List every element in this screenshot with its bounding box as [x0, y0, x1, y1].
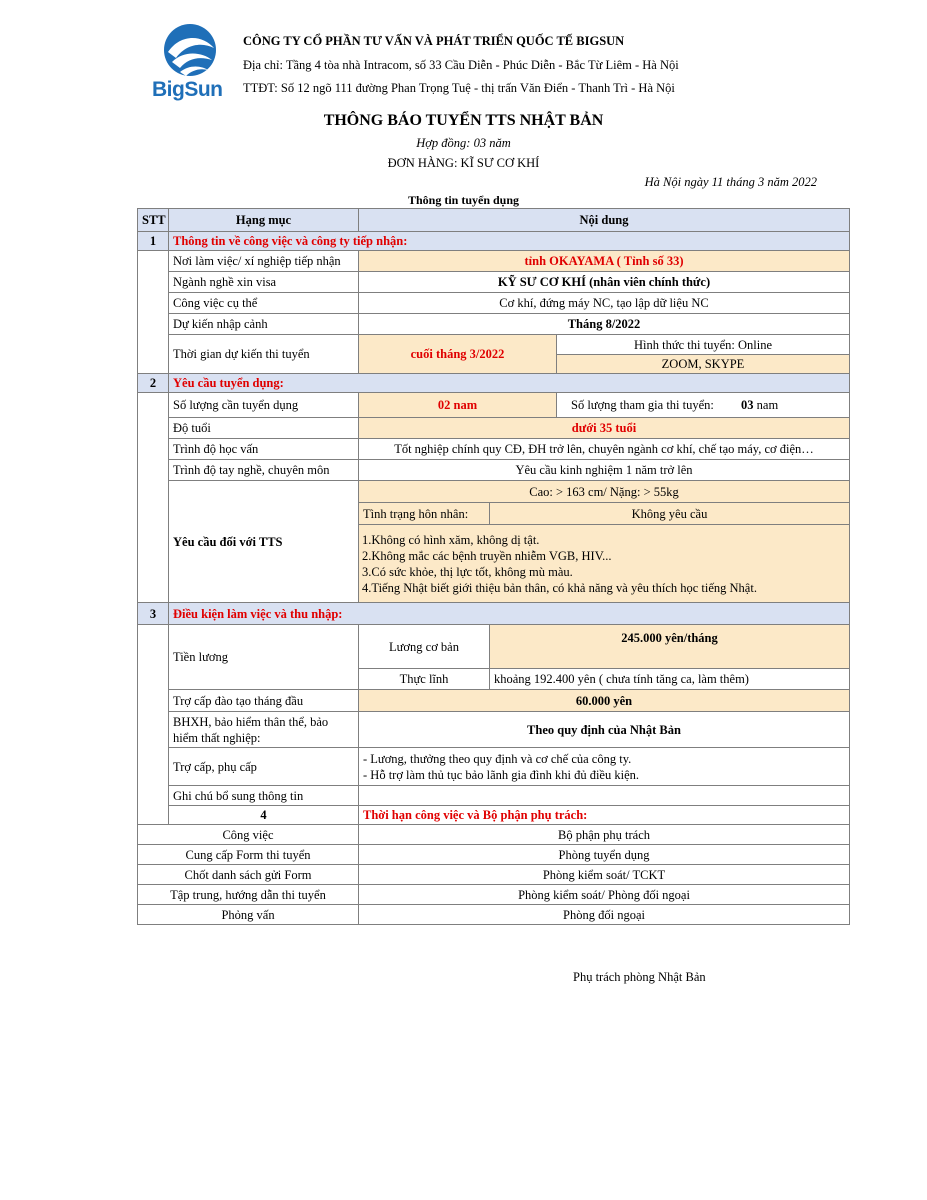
col-task: Công việc [138, 825, 359, 845]
table-row [138, 481, 850, 503]
table-row [138, 393, 850, 418]
net-salary-label: Thực lĩnh [359, 669, 490, 690]
recruitment-table [137, 208, 850, 925]
section-title: Điều kiện làm việc và thu nhập: [169, 603, 850, 625]
table-row [138, 905, 850, 925]
salary-label: Tiền lương [169, 625, 359, 690]
table-row [138, 418, 850, 439]
skill-label: Trình độ tay nghề, chuyên môn [169, 460, 359, 481]
contract-term: Hợp đồng: 03 năm [416, 136, 511, 150]
support-item: - Lương, thưởng theo quy định và cơ chế của công ty. [363, 751, 632, 766]
table-row [138, 690, 850, 712]
training-center-address: TTĐT: Số 12 ngõ 111 đường Phan Trọng Tuệ - thị trấn Văn Điển - Thanh Trì - Hà Nội [243, 81, 675, 95]
exam-qty-cell [557, 393, 850, 418]
section-title: Thông tin về công việc và công ty tiếp nhận: [169, 232, 850, 251]
insurance-value: Theo quy định của Nhật Bản [359, 712, 850, 748]
first-month-allowance-value: 60.000 yên [359, 690, 850, 712]
req-item: 2.Không mắc các bệnh truyền nhiễm VGB, HIV... [362, 548, 612, 563]
table-row [138, 460, 850, 481]
section-number: 4 [169, 806, 359, 825]
exam-time-label: Thời gian dự kiến thi tuyển [169, 335, 359, 374]
base-salary-value: 245.000 yên/tháng [490, 625, 850, 669]
exam-form: Hình thức thi tuyển: Online [557, 335, 850, 355]
logo-text: BigSun [152, 78, 223, 101]
exam-qty-label: Số lượng tham gia thi tuyển: [571, 398, 714, 412]
signer: Phụ trách phòng Nhật Bản [573, 970, 706, 984]
company-address: Địa chỉ: Tầng 4 tòa nhà Intracom, số 33 Cầu Diễn - Phúc Diễn - Bắc Từ Liêm - Hà Nội [243, 58, 679, 72]
support-list [359, 748, 850, 786]
table-row [138, 825, 850, 845]
job-label: Công việc cụ thể [169, 293, 359, 314]
req-label: Yêu cầu đối với TTS [169, 481, 359, 603]
section-title: Yêu cầu tuyển dụng: [169, 374, 850, 393]
job-value: Cơ khí, đứng máy NC, tạo lập dữ liệu NC [359, 293, 850, 314]
age-value: dưới 35 tuổi [359, 418, 850, 439]
section-2-header [138, 374, 850, 393]
qty-label: Số lượng cần tuyển dụng [169, 393, 359, 418]
exam-qty-unit: nam [756, 398, 779, 412]
task-cell: Chốt danh sách gửi Form [138, 865, 359, 885]
note-value [359, 786, 850, 806]
first-month-allowance-label: Trợ cấp đào tạo tháng đầu [169, 690, 359, 712]
table-caption: Thông tin tuyển dụng [407, 193, 520, 207]
insurance-label: BHXH, bảo hiểm thân thể, bảo hiểm thất nghiệp: [169, 712, 359, 748]
order-name: ĐƠN HÀNG: KĨ SƯ CƠ KHÍ [387, 156, 540, 170]
table-row [138, 865, 850, 885]
support-item: - Hỗ trợ làm thủ tục bảo lãnh gia đình khi đủ điều kiện. [363, 767, 640, 782]
entry-value: Tháng 8/2022 [359, 314, 850, 335]
qty-value: 02 nam [359, 393, 557, 418]
table-row [138, 251, 850, 272]
col-content: Nội dung [359, 209, 850, 232]
height-weight: Cao: > 163 cm/ Nặng: > 55kg [359, 481, 850, 503]
table-row [138, 845, 850, 865]
table-row [138, 712, 850, 748]
company-name: CÔNG TY CỔ PHẦN TƯ VẤN VÀ PHÁT TRIỂN QUỐC TẾ BIGSUN [243, 34, 625, 48]
task-cell: Cung cấp Form thi tuyển [138, 845, 359, 865]
workplace-value: tỉnh OKAYAMA ( Tỉnh số 33) [359, 251, 850, 272]
req-item: 1.Không có hình xăm, không dị tật. [362, 532, 540, 547]
table-row [138, 335, 850, 355]
section-number: 1 [138, 232, 169, 251]
net-salary-value: khoảng 192.400 yên ( chưa tính tăng ca, làm thêm) [490, 669, 850, 690]
exam-qty-value: 03 [741, 398, 754, 412]
note-label: Ghi chú bổ sung thông tin [169, 786, 359, 806]
task-cell: Phỏng vấn [138, 905, 359, 925]
visa-value: KỸ SƯ CƠ KHÍ (nhân viên chính thức) [359, 272, 850, 293]
table-header-row [138, 209, 850, 232]
req-list [359, 525, 850, 603]
table-row [138, 293, 850, 314]
age-label: Độ tuổi [169, 418, 359, 439]
table-row [138, 625, 850, 669]
document-title: THÔNG BÁO TUYỂN TTS NHẬT BẢN [323, 112, 604, 129]
table-row [138, 885, 850, 905]
document-date: Hà Nội ngày 11 tháng 3 năm 2022 [644, 175, 817, 189]
req-item: 3.Có sức khỏe, thị lực tốt, không mù màu. [362, 564, 573, 579]
entry-label: Dự kiến nhập cảnh [169, 314, 359, 335]
section-4-header [138, 806, 850, 825]
dept-cell: Phòng kiểm soát/ TCKT [359, 865, 850, 885]
dept-cell: Phòng tuyển dụng [359, 845, 850, 865]
marital-label: Tình trạng hôn nhân: [359, 503, 490, 525]
edu-value: Tốt nghiệp chính quy CĐ, ĐH trở lên, chuyên ngành cơ khí, chế tạo máy, cơ điện… [359, 439, 850, 460]
base-salary-label: Lương cơ bản [359, 625, 490, 669]
table-row [138, 439, 850, 460]
section-title: Thời hạn công việc và Bộ phận phụ trách: [359, 806, 850, 825]
skill-value: Yêu cầu kinh nghiệm 1 năm trở lên [359, 460, 850, 481]
edu-label: Trình độ học vấn [169, 439, 359, 460]
section-number: 3 [138, 603, 169, 625]
col-category: Hạng mục [169, 209, 359, 232]
task-cell: Tập trung, hướng dẫn thi tuyển [138, 885, 359, 905]
section-1-header [138, 232, 850, 251]
marital-value: Không yêu cầu [490, 503, 850, 525]
section-number: 2 [138, 374, 169, 393]
req-item: 4.Tiếng Nhật biết giới thiệu bản thân, có khả năng và yêu thích học tiếng Nhật. [362, 580, 757, 595]
workplace-label: Nơi làm việc/ xí nghiệp tiếp nhận [169, 251, 359, 272]
table-row [138, 786, 850, 806]
section-3-header [138, 603, 850, 625]
dept-cell: Phòng đối ngoại [359, 905, 850, 925]
support-label: Trợ cấp, phụ cấp [169, 748, 359, 786]
exam-tools: ZOOM, SKYPE [557, 355, 850, 374]
visa-label: Ngành nghề xin visa [169, 272, 359, 293]
table-row [138, 272, 850, 293]
table-row [138, 748, 850, 786]
col-stt: STT [138, 209, 169, 232]
dept-cell: Phòng kiểm soát/ Phòng đối ngoại [359, 885, 850, 905]
col-dept: Bộ phận phụ trách [359, 825, 850, 845]
exam-time-value: cuối tháng 3/2022 [359, 335, 557, 374]
table-row [138, 314, 850, 335]
